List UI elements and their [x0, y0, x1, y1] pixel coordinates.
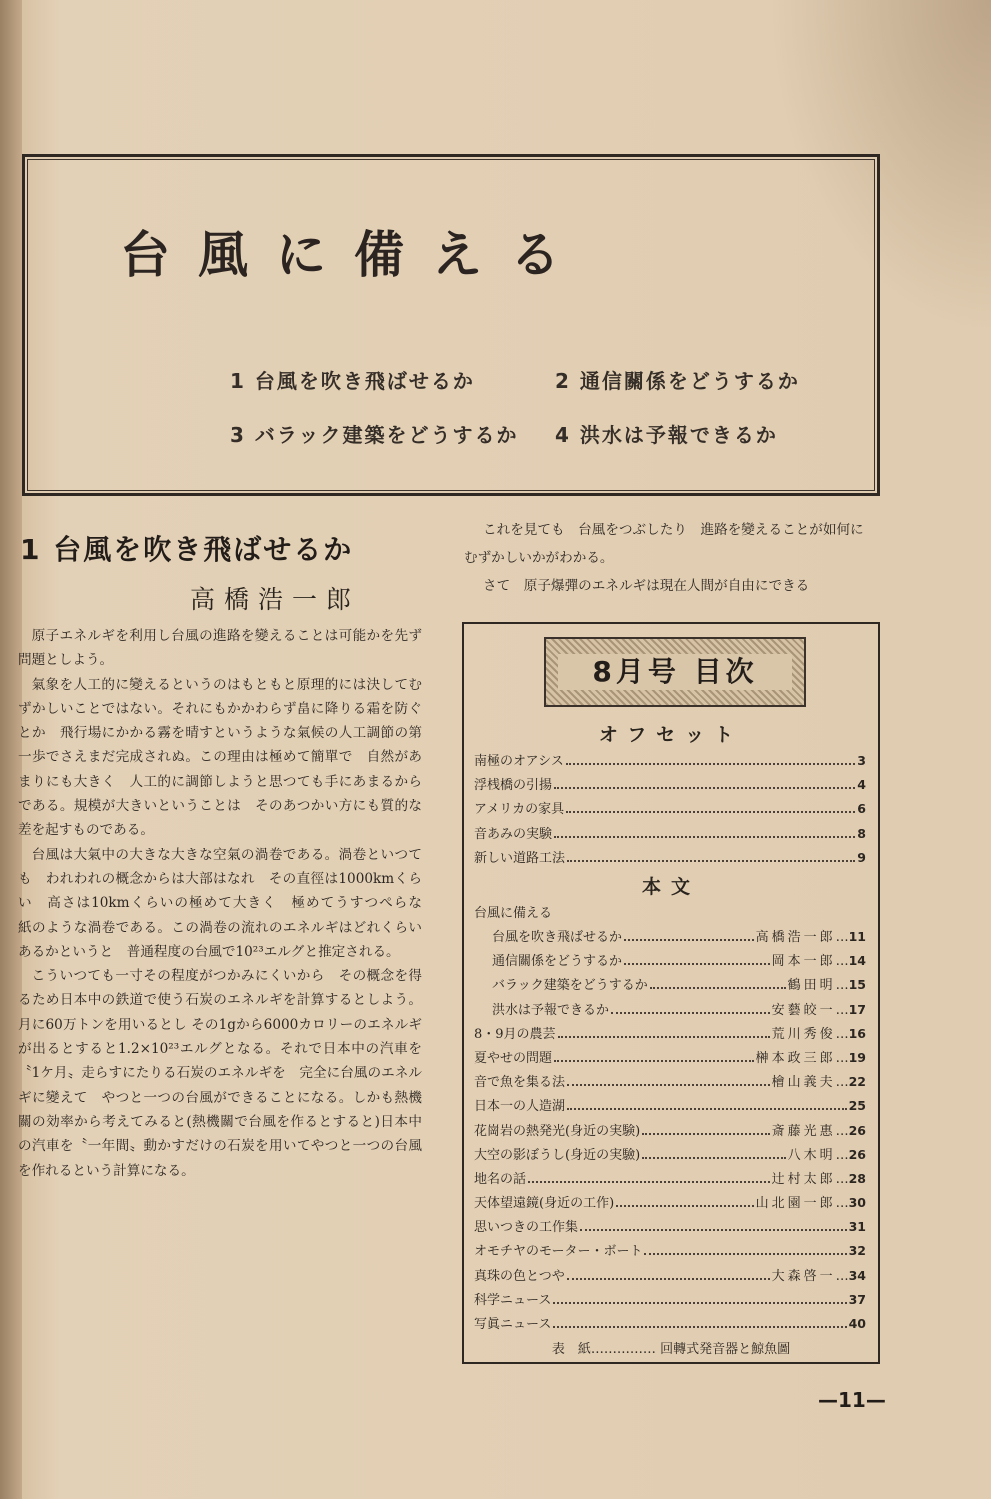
toc-leader-dots: … — [835, 1050, 849, 1066]
toc-leader-dots: … — [835, 1002, 849, 1018]
toc-leader-dots — [642, 1149, 785, 1159]
article-body — [18, 624, 436, 1183]
toc-item-page: 17 — [848, 1001, 866, 1017]
toc-item[interactable] — [474, 1216, 866, 1240]
toc-leader-dots — [580, 1221, 847, 1231]
toc-item-title: 音あみの実験 — [474, 826, 553, 842]
toc-item-page: 28 — [848, 1170, 866, 1186]
toc-item[interactable] — [474, 774, 866, 798]
toc-item[interactable] — [474, 1144, 866, 1168]
toc-main-heading[interactable] — [474, 902, 866, 926]
toc-leader-dots: … — [835, 1147, 849, 1163]
feature-topic-1: 1 台風を吹き飛ばせるか — [230, 369, 475, 393]
table-of-contents — [462, 622, 880, 1364]
toc-item[interactable] — [474, 798, 866, 822]
toc-leader-dots: … — [835, 1171, 849, 1187]
toc-item[interactable] — [474, 1313, 866, 1337]
toc-leader-dots — [567, 852, 855, 862]
toc-item-title: 写眞ニュース — [474, 1317, 552, 1332]
toc-item[interactable] — [474, 1289, 866, 1313]
toc-item[interactable] — [474, 847, 866, 871]
toc-leader-dots — [558, 1028, 770, 1038]
article-paragraph: これを見ても 台風をつぶしたり 進路を變えることが如何にむずかしいかがわかる。 — [464, 522, 864, 566]
toc-cover-text: 回轉式発音器と鯨魚圖 — [660, 1342, 791, 1357]
feature-topic-4: 4 洪水は予報できるか — [555, 423, 778, 447]
toc-item-page: 3 — [857, 753, 866, 768]
toc-leader-dots — [616, 1197, 753, 1207]
article-paragraph: 台風は大氣中の大きな大きな空氣の渦卷である。渦卷といつても われわれの概念からは大部はなれ その直徑は1000kmくらい 高さは10kmくらいの極めて大きく 極めてうすつぺらな 紙のような渦卷である。この渦卷の流れのエネルギはどれくらいあるかというと 普通程度の台風で10²³エルグと推定される。 — [18, 846, 436, 960]
toc-leader-dots: … — [835, 930, 849, 945]
toc-leader-dots — [566, 755, 856, 765]
toc-leader-dots — [566, 803, 855, 813]
toc-leader-dots: … — [835, 978, 849, 994]
toc-leader-dots — [650, 979, 786, 989]
toc-item-title: 洪水は予報できるか — [492, 1002, 610, 1018]
toc-item[interactable] — [474, 1120, 866, 1144]
toc-item-author: 斎藤光惠 — [771, 1123, 836, 1139]
article-paragraph: さて 原子爆彈のエネルギは現在人間が自由にできる — [483, 578, 810, 594]
toc-item-title: 地名の話 — [474, 1171, 527, 1187]
toc-item-title: 思いつきの工作集 — [474, 1220, 579, 1236]
feature-topic-3: 3 バラック建築をどうするか — [230, 423, 519, 447]
toc-item[interactable] — [474, 974, 866, 998]
article-paragraph: こういつても一寸その程度がつかみにくいから その概念を得るため日本中の鉄道で使う石炭のエネルギを計算するとしよう。月に60万トンを用いるとし その1gから6000カロリーのエネルギが出るとすると1.2×10²³エルグとなる。それで日本中の汽車を〝1ケ月〟走らすにたりる石炭のエネルギを 完全に台風のエネルギに變えて やつと一つの台風ができることになる。しかも熱機關の効率から考えてみると(熱機關で台風を作るとすると)日本中の汽車を〝一年間〟動かすだけの石炭を用いてやつと一つの台風を作れるという計算になる。 — [18, 968, 422, 1179]
toc-item-title: 台風を吹き飛ばせるか — [492, 930, 623, 945]
toc-item-page: 32 — [848, 1243, 866, 1259]
toc-item[interactable] — [474, 1071, 866, 1095]
page-number: —11— — [818, 1388, 886, 1412]
toc-main-list — [474, 926, 866, 1337]
toc-cover-label: 表 紙 — [551, 1342, 591, 1357]
toc-item-author: 辻村太郎 — [771, 1171, 836, 1187]
toc-title-frame — [544, 637, 806, 707]
toc-item-page: 19 — [848, 1049, 866, 1065]
toc-leader-dots — [567, 1270, 770, 1280]
toc-item-author: 安藝皎一 — [771, 1002, 836, 1018]
toc-item-author: 荒川秀俊 — [771, 1026, 836, 1042]
toc-leader-dots: … — [835, 1268, 849, 1284]
toc-leader-dots — [554, 828, 855, 838]
toc-item-title: 8・9月の農芸 — [474, 1026, 556, 1042]
toc-item-author: 榊本政三郎 — [755, 1050, 836, 1066]
toc-item-title: 台風に備える — [474, 906, 553, 921]
toc-leader-dots — [528, 1173, 770, 1183]
toc-item-title: オモチヤのモーター・ボート — [474, 1244, 643, 1260]
toc-item[interactable] — [474, 750, 866, 774]
toc-item-page: 22 — [848, 1074, 866, 1090]
toc-leader-dots — [567, 1076, 770, 1086]
toc-leader-dots: … — [835, 1123, 849, 1139]
toc-leader-dots — [553, 1318, 846, 1328]
toc-item-author: 山北園一郎 — [755, 1196, 836, 1212]
toc-offset-list — [474, 750, 866, 871]
toc-item-page: 15 — [848, 977, 866, 993]
toc-leader-dots: … — [835, 1026, 849, 1042]
toc-item-page: 31 — [848, 1219, 866, 1235]
toc-item-author: 高橋浩一郎 — [755, 930, 836, 945]
toc-leader-dots — [553, 1294, 846, 1304]
toc-item-title: アメリカの家具 — [474, 802, 565, 818]
toc-item-author: 鶴田明 — [787, 978, 836, 994]
article-paragraph: 原子エネルギを利用し台風の進路を變えることは可能かを先ず問題としよう。 — [18, 628, 422, 669]
toc-leader-dots — [554, 779, 855, 789]
feature-topic-2: 2 通信關係をどうするか — [555, 369, 800, 393]
toc-leader-dots — [567, 1100, 847, 1110]
toc-leader-dots — [624, 931, 754, 941]
toc-main-heading-wrap — [474, 902, 866, 926]
toc-item-page: 25 — [848, 1098, 866, 1114]
toc-item-title: 音で魚を集る法 — [474, 1075, 566, 1091]
toc-item[interactable] — [474, 950, 866, 974]
toc-item-title: 天体望遠鏡(身近の工作) — [474, 1196, 615, 1212]
toc-item-author: 大森啓一 — [771, 1268, 836, 1284]
toc-item-page: 30 — [848, 1195, 866, 1211]
toc-item-title: 夏やせの問題 — [474, 1050, 553, 1066]
toc-leader-dots: … — [835, 954, 849, 970]
toc-item[interactable] — [474, 1265, 866, 1289]
article-paragraph: 氣象を人工的に變えるというのはもともと原理的には決してむずかしいことではない。それにもかかわらず畠に降りる霜を防ぐとか 飛行場にかかる霧を晴すというような氣候の人工調節の第一歩でさえまだ完成されぬ。この理由は極めて簡單で 自然があまりにも大きく 人工的に調節しようと思つても手にあまるからである。規模が大きいということは そのあつかい方にも質的な差を起すものである。 — [18, 676, 422, 839]
toc-item-title: 新しい道路工法 — [474, 850, 566, 866]
toc-item-page: 16 — [848, 1025, 866, 1041]
toc-item-page: 26 — [848, 1122, 866, 1138]
toc-leader-dots — [611, 1004, 770, 1014]
toc-item[interactable] — [474, 1023, 866, 1047]
toc-leader-dots — [644, 1245, 846, 1255]
article-continuation — [464, 516, 876, 600]
toc-item-author: 八木明 — [787, 1147, 836, 1163]
toc-item[interactable] — [474, 999, 866, 1023]
toc-item-title: 南極のオアシス — [474, 754, 564, 769]
toc-item-page: 4 — [857, 777, 866, 793]
toc-item-page: 14 — [848, 953, 866, 969]
toc-item-title: 真珠の色とつや — [474, 1268, 565, 1284]
toc-item-title: 大空の影ぼうし(身近の実驗) — [474, 1147, 641, 1163]
toc-leader-dots — [642, 1125, 769, 1135]
toc-item-title: 科学ニュース — [474, 1292, 552, 1308]
toc-item-title: 通信關係をどうするか — [492, 954, 623, 970]
toc-item-page: 37 — [848, 1291, 866, 1307]
toc-item-title: 日本一の人造湖 — [474, 1099, 566, 1115]
toc-cover-credit: 表 紙…………… 回轉式発音器と鯨魚圖 — [551, 1342, 791, 1357]
toc-item[interactable] — [474, 823, 866, 847]
toc-leader-dots: … — [835, 1196, 849, 1212]
toc-section-main: 本文 — [641, 876, 700, 898]
toc-section-offset: オフセット — [598, 724, 744, 746]
feature-header-box — [22, 154, 880, 496]
toc-title: 8月号 目次 — [558, 654, 792, 690]
toc-item-page: 8 — [857, 825, 866, 841]
toc-item[interactable] — [474, 1095, 866, 1119]
toc-item-author: 岡本一郎 — [771, 954, 836, 970]
toc-item-page: 6 — [857, 801, 866, 817]
feature-title: 台風に備える — [120, 226, 588, 284]
toc-item-title: 花崗岩の熱発光(身近の実験) — [474, 1123, 641, 1139]
article-author: 高橋浩一郎 — [190, 585, 361, 614]
toc-item-title: 浮桟橋の引揚 — [474, 778, 553, 794]
toc-item[interactable] — [474, 926, 866, 950]
toc-item-page: 34 — [848, 1267, 866, 1283]
toc-leader-dots — [624, 955, 770, 965]
toc-item[interactable] — [474, 1192, 866, 1216]
toc-item-page: 11 — [848, 929, 866, 944]
toc-item[interactable] — [474, 1240, 866, 1264]
toc-item-author: 檜山義夫 — [771, 1075, 836, 1091]
toc-item[interactable] — [474, 1047, 866, 1071]
toc-item-page: 26 — [848, 1146, 866, 1162]
article-title: 1 台風を吹き飛ばせるか — [20, 533, 354, 566]
toc-leader-dots — [554, 1052, 754, 1062]
toc-item-page: 9 — [857, 849, 866, 865]
toc-item-page: 40 — [848, 1316, 866, 1331]
toc-item[interactable] — [474, 1168, 866, 1192]
toc-leader-dots: … — [835, 1075, 849, 1091]
toc-item-title: バラック建築をどうするか — [492, 978, 648, 994]
